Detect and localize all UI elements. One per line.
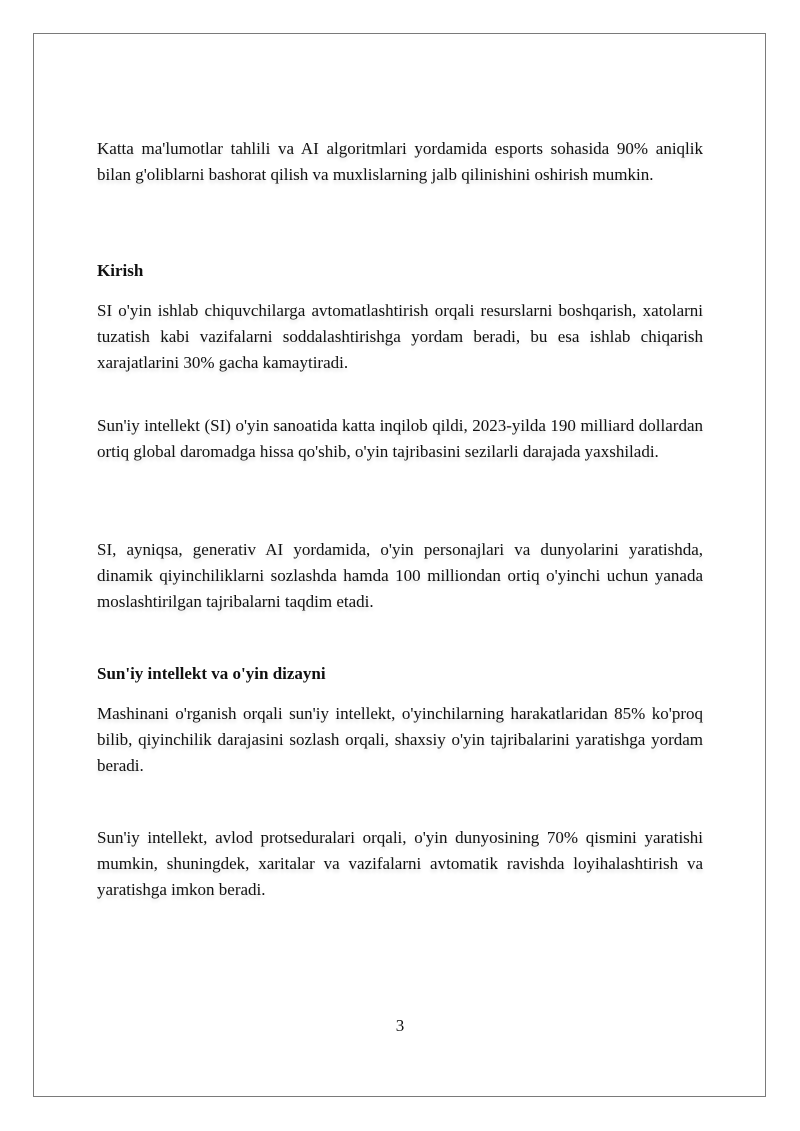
heading-kirish: Kirish [97,261,144,280]
kirish-paragraph-3: SI, ayniqsa, generativ AI yordamida, o'yin personajlari va dunyolarini yaratishda, dinamik qiyinchiliklarni sozlashda hamda 100 milliondan ortiq o'yinchi uchun yanada moslashtirilgan tajribalarni taqdim etadi. [97,540,703,611]
heading-dizayn: Sun'iy intellekt va o'yin dizayni [97,664,326,683]
kirish-paragraph-1: SI o'yin ishlab chiquvchilarga avtomatlashtirish orqali resurslarni boshqarish, xatolarni tuzatish kabi vazifalarni soddalashtirishga yordam beradi, bu esa ishlab chiqarish xarajatlarini 30% gacha kamaytiradi. [97,301,703,372]
dizayn-paragraph-1: Mashinani o'rganish orqali sun'iy intellekt, o'yinchilarning harakatlaridan 85% ko'proq bilib, qiyinchilik darajasini sozlash orqali, shaxsiy o'yin tajribalarini yaratishga yordam beradi. [97,704,703,775]
intro-paragraph: Katta ma'lumotlar tahlili va AI algoritmlari yordamida esports sohasida 90% aniqlik bilan g'oliblarni bashorat qilish va muxlislarning jalb qilinishini oshirish mumkin. [97,139,703,184]
kirish-paragraph-2: Sun'iy intellekt (SI) o'yin sanoatida katta inqilob qildi, 2023-yilda 190 milliard dollardan ortiq global daromadga hissa qo'shib, o'yin tajribasini sezilarli darajada yaxshiladi. [97,416,703,461]
page-number: 3 [395,1016,405,1035]
dizayn-paragraph-2: Sun'iy intellekt, avlod protseduralari orqali, o'yin dunyosining 70% qismini yaratishi mumkin, shuningdek, xaritalar va vazifalarni avtomatik ravishda loyihalashtirish va yaratishga imkon beradi. [97,828,703,899]
